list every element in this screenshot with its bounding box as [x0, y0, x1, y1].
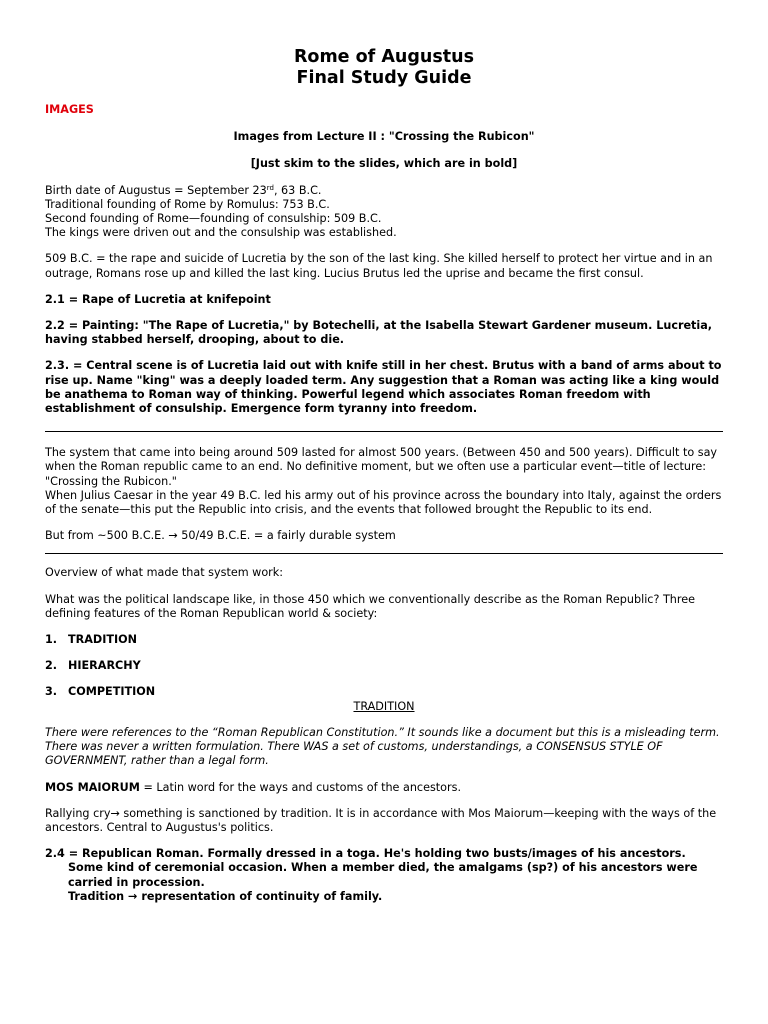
slide-2-4: [45, 847, 723, 904]
mos-maiorum-line: [45, 781, 723, 795]
constitution-paragraph: There were references to the “Roman Republican Constitution.” It sounds like a document but this is a misleading term. There was never a written formulation. There WAS a set of customs, understandings, a CONSENSUS STYLE OF GOVERNMENT, rather than a legal form.: [45, 725, 720, 768]
feature-item: [45, 633, 723, 647]
founding-second-line: Second founding of Rome—founding of consulship: 509 B.C.: [45, 212, 382, 226]
slide-2-4-line1: 2.4 = Republican Roman. Formally dressed in a toga. He's holding two busts/images of his ancestors.: [45, 847, 686, 861]
birth-date-year: , 63 B.C.: [273, 183, 322, 197]
feature-item: [45, 659, 723, 673]
founding-romulus-line: Traditional founding of Rome by Romulus: 753 B.C.: [45, 197, 330, 211]
slide-2-2: 2.2 = Painting: "The Rape of Lucretia," by Botechelli, at the Isabella Stewart Gardener museum. Lucretia, having stabbed herself, drooping, about to die.: [45, 319, 713, 347]
rallying-cry-paragraph: [45, 807, 723, 835]
skim-note: [Just skim to the slides, which are in bold]: [250, 157, 518, 171]
tradition-text: representation of continuity of family.: [137, 889, 383, 903]
feature-number: 1.: [45, 633, 58, 647]
tradition-heading: TRADITION: [353, 699, 415, 713]
doc-subtitle: Final Study Guide: [296, 68, 472, 88]
tradition-label: Tradition: [68, 889, 129, 903]
lucretia-paragraph: 509 B.C. = the rape and suicide of Lucretia by the son of the last king. She killed herself to protect her virtue and in an outrage, Romans rose up and killed the last king. Lucius Brutus led the uprise and became the first consul.: [45, 252, 713, 280]
feature-label: HIERARCHY: [68, 659, 141, 673]
durable-start: But from ~500 B.C.E.: [45, 529, 169, 543]
kings-driven-line: The kings were driven out and the consulship was established.: [45, 226, 397, 240]
doc-title: Rome of Augustus: [293, 47, 475, 67]
birth-date-text: Birth date of Augustus = September 23: [45, 183, 267, 197]
feature-number: 2.: [45, 659, 58, 673]
divider: [45, 431, 723, 432]
caesar-paragraph: When Julius Caesar in the year 49 B.C. led his army out of his province across the boundary into Italy, against the orders of the senate—this put the Republic into crisis, and the events that followed brought the Republic to its end.: [45, 488, 722, 517]
features-list: [45, 633, 723, 700]
feature-item: [45, 685, 723, 699]
system-paragraph: The system that came into being around 509 lasted for almost 500 years. (Between 450 and 500 years). Difficult to say when the Roman republic came to an end. No definitive moment, but we often use a particular event—title of lecture: "Crossing the Rubicon.": [45, 446, 718, 488]
arrow-right-icon: →: [110, 806, 120, 820]
slide-2-4-rest: Some kind of ceremonial occasion. When a member died, the amalgams (sp?) of his ancestors were carried in procession.: [68, 861, 698, 889]
birth-date-line: [45, 184, 723, 198]
durable-system-line: [45, 529, 723, 543]
rallying-cry-text: something is sanctioned by tradition. It is in accordance with Mos Maiorum—keeping with the ways of the ancestors. Central to Augustus's politics.: [45, 806, 717, 834]
lecture-heading: Images from Lecture II : "Crossing the Rubicon": [233, 130, 535, 144]
mos-maiorum-term: MOS MAIORUM: [45, 780, 140, 794]
mos-maiorum-definition: = Latin word for the ways and customs of the ancestors.: [139, 780, 462, 794]
section-images-heading: IMAGES: [45, 103, 94, 116]
birth-date-sup: rd: [266, 183, 274, 192]
landscape-paragraph: What was the political landscape like, in those 450 which we conventionally describe as the Roman Republic? Three defining features of the Roman Republican world & society:: [45, 592, 695, 620]
slide-2-1: 2.1 = Rape of Lucretia at knifepoint: [45, 292, 271, 306]
arrow-right-icon: →: [128, 889, 138, 903]
dates-block: [45, 184, 723, 241]
rallying-cry-label: Rallying cry: [45, 806, 111, 820]
arrow-right-icon: →: [168, 529, 178, 543]
slide-2-3: 2.3. = Central scene is of Lucretia laid out with knife still in her chest. Brutus with a band of arms about to rise up. Name "king" was a deeply loaded term. Any suggestion that a Roman was acting like a king would be anathema to Roman way of thinking. Powerful legend which associates Roman freedom with establishment of consulship. Emergence form tyranny into freedom.: [45, 359, 722, 416]
feature-number: 3.: [45, 685, 58, 699]
tradition-representation-line: [45, 890, 723, 904]
durable-end: 50/49 B.C.E. = a fairly durable system: [177, 529, 396, 543]
feature-label: TRADITION: [68, 633, 138, 647]
feature-label: COMPETITION: [68, 685, 156, 699]
divider: [45, 553, 723, 554]
overview-line: Overview of what made that system work:: [45, 566, 284, 580]
